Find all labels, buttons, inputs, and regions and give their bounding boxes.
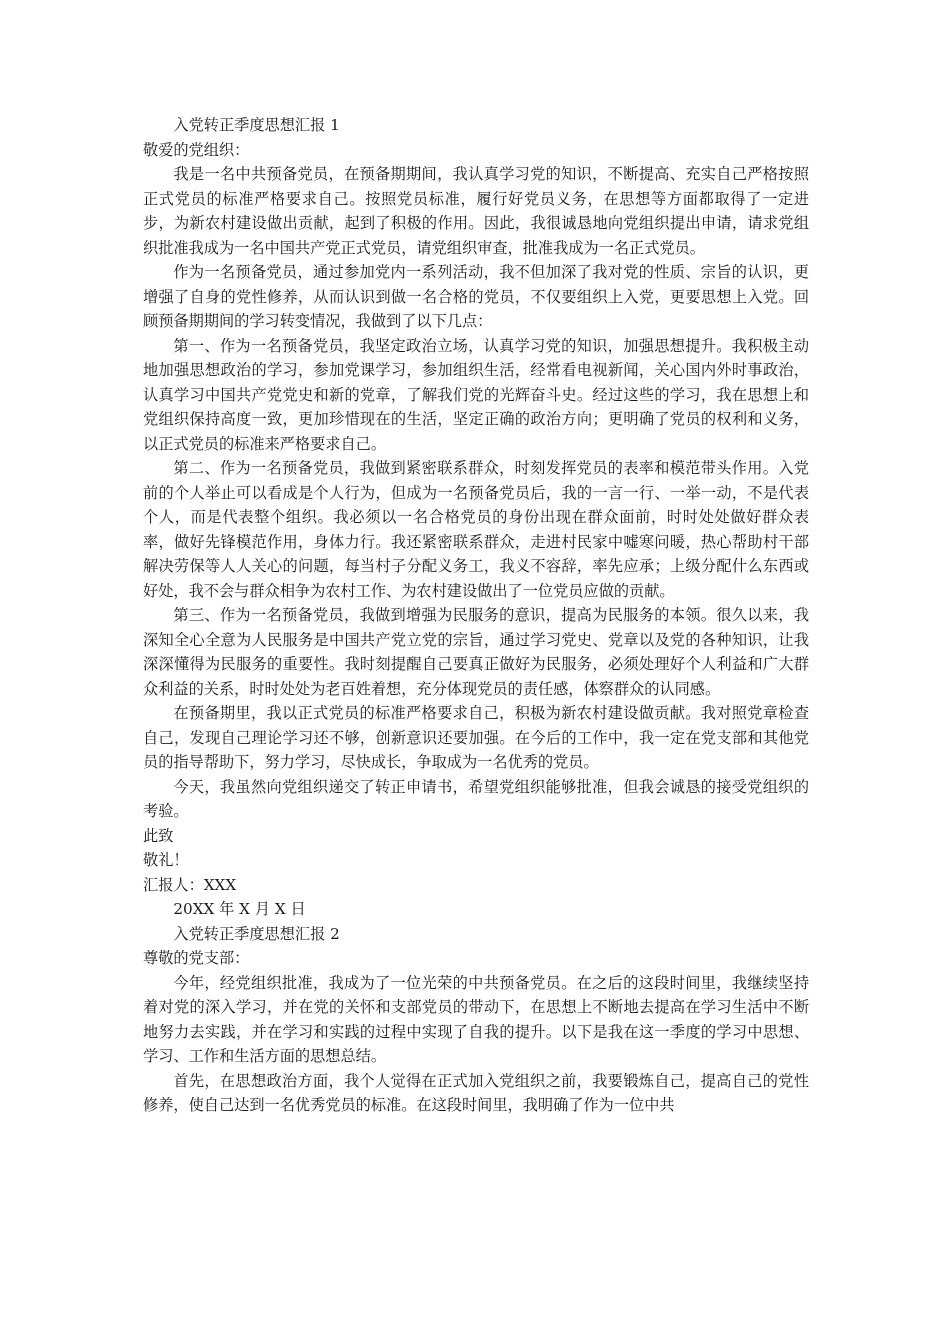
report1-paragraph-7: 今天，我虽然向党组织递交了转正申请书，希望党组织能够批准，但我会诚恳的接受党组织的考验。	[143, 777, 809, 820]
document-page	[143, 113, 809, 1118]
report1-paragraph-3: 第一、作为一名预备党员，我坚定政治立场，认真学习党的知识，加强思想提升。我积极主动地加强思想政治的学习，参加党课学习，参加组织生活，经常看电视新闻，关心国内外时事政治，认真学习中国共产党党史和新的党章，了解我们党的光辉奋斗史。经过这些的学习，我在思想上和党组织保持高度一致，更加珍惜现在的生活，坚定正确的政治方向；更明确了党员的权利和义务，以正式党员的标准来严格要求自己。	[143, 336, 809, 453]
report1-title: 入党转正季度思想汇报 1	[173, 116, 340, 134]
report1-salutation: 敬爱的党组织：	[143, 140, 250, 159]
report-date: 20XX 年 X 月 X 日	[173, 900, 306, 918]
report2-salutation: 尊敬的党支部：	[143, 949, 250, 967]
report1-paragraph-4: 第二、作为一名预备党员，我做到紧密联系群众，时刻发挥党员的表率和模范带头作用。入党前的个人举止可以看成是个人行为，但成为一名预备党员后，我的一言一行、一举一动，不是代表个人，而是代表整个组织。我必须以一名合格党员的身份出现在群众面前，时时处处做好群众表率，做好先锋模范作用，身体力行。我还紧密联系群众，走进村民家中嘘寒问暖，热心帮助村干部解决劳保等人人关心的问题，每当村子分配义务工，我义不容辞，率先应承；上级分配什么东西或好处，我不会与群众相争为农村工作、为农村建设做出了一位党员应做的贡献。	[143, 459, 809, 600]
report1-paragraph-1: 我是一名中共预备党员，在预备期期间，我认真学习党的知识，不断提高、充实自己严格按照正式党员的标准严格要求自己。按照党员标准，履行好党员义务，在思想等方面都取得了一定进步，为新农村建设做出贡献，起到了积极的作用。因此，我很诚恳地向党组织提出申请，请求党组织批准我成为一名中国共产党正式党员，请党组织审查，批准我成为一名正式党员。	[143, 165, 809, 257]
report2-paragraph-2: 首先，在思想政治方面，我个人觉得在正式加入党组织之前，我要锻炼自己，提高自己的党性修养，使自己达到一名优秀党员的标准。在这段时间里，我明确了作为一位中共	[143, 1071, 809, 1114]
closing-ci-zhi: 此致	[143, 826, 174, 845]
reporter-name: 汇报人：XXX	[143, 875, 237, 894]
report2-title: 入党转正季度思想汇报 2	[173, 924, 340, 943]
report2-paragraph-1: 今年，经党组织批准，我成为了一位光荣的中共预备党员。在之后的这段时间里，我继续坚持着对党的深入学习，并在党的关怀和支部党员的带动下，在思想上不断地去提高在学习生活中不断地努力去实践，并在学习和实践的过程中实现了自我的提升。以下是我在这一季度的学习中思想、学习、工作和生活方面的思想总结。	[143, 973, 809, 1065]
report1-paragraph-5: 第三、作为一名预备党员，我做到增强为民服务的意识，提高为民服务的本领。很久以来，我深知全心全意为人民服务是中国共产党立党的宗旨，通过学习党史、党章以及党的各种知识，让我深深懂得为民服务的重要性。我时刻提醒自己要真正做好为民服务，必须处理好个人利益和广大群众利益的关系，时时处处为老百姓着想，充分体现党员的责任感，体察群众的认同感。	[143, 606, 809, 698]
closing-jing-li: 敬礼！	[143, 851, 189, 869]
report1-paragraph-2: 作为一名预备党员，通过参加党内一系列活动，我不但加深了我对党的性质、宗旨的认识，更增强了自身的党性修养，从而认识到做一名合格的党员，不仅要组织上入党，更要思想上入党。回顾预备期期间的学习转变情况，我做到了以下几点：	[143, 263, 809, 330]
report1-paragraph-6: 在预备期里，我以正式党员的标准严格要求自己，积极为新农村建设做贡献。我对照党章检查自己，发现自己理论学习还不够，创新意识还要加强。在今后的工作中，我一定在党支部和其他党员的指导帮助下，努力学习，尽快成长，争取成为一名优秀的党员。	[143, 704, 809, 771]
